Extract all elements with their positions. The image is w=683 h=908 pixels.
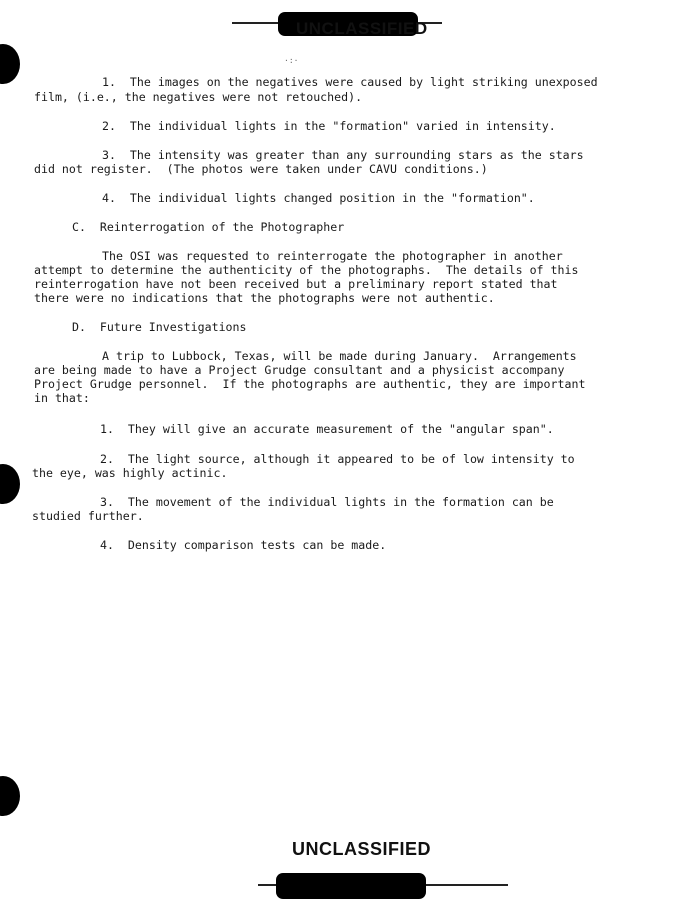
text-line: The OSI was requested to reinterrogate the photographer in another xyxy=(102,249,563,263)
text-line: did not register. (The photos were taken under CAVU conditions.) xyxy=(34,162,488,176)
section-heading: C. Reinterrogation of the Photographer xyxy=(72,220,345,234)
text-line: 2. The light source, although it appeared to be of low intensity to xyxy=(100,452,575,466)
punch-hole-top xyxy=(0,44,20,84)
speck-mark: ·:· xyxy=(284,56,299,65)
punch-hole-bottom xyxy=(0,776,20,816)
text-line: 4. Density comparison tests can be made. xyxy=(100,538,387,552)
text-line: 1. They will give an accurate measurement of the "angular span". xyxy=(100,422,554,436)
text-line: attempt to determine the authenticity of the photographs. The details of this xyxy=(34,263,579,277)
footer-redaction xyxy=(276,873,426,899)
punch-hole-middle xyxy=(0,464,20,504)
text-line: film, (i.e., the negatives were not retouched). xyxy=(34,90,363,104)
section-heading: D. Future Investigations xyxy=(72,320,247,334)
text-line: reinterrogation have not been received but a preliminary report stated that xyxy=(34,277,558,291)
text-line: there were no indications that the photographs were not authentic. xyxy=(34,291,495,305)
text-line: in that: xyxy=(34,391,90,405)
text-line: 3. The intensity was greater than any surrounding stars as the stars xyxy=(102,148,584,162)
footer-classification-stamp: UNCLASSIFIED xyxy=(292,839,432,859)
text-line: 4. The individual lights changed position in the "formation". xyxy=(102,191,535,205)
text-line: 3. The movement of the individual lights in the formation can be xyxy=(100,495,554,509)
text-line: A trip to Lubbock, Texas, will be made during January. Arrangements xyxy=(102,349,577,363)
text-line: Project Grudge personnel. If the photographs are authentic, they are important xyxy=(34,377,586,391)
text-line: are being made to have a Project Grudge consultant and a physicist accompany xyxy=(34,363,565,377)
text-line: 2. The individual lights in the "formation" varied in intensity. xyxy=(102,119,556,133)
text-line: the eye, was highly actinic. xyxy=(32,466,228,480)
header-classification-stamp: UNCLASSIFIED xyxy=(296,19,428,38)
text-line: 1. The images on the negatives were caused by light striking unexposed xyxy=(102,75,598,89)
text-line: studied further. xyxy=(32,509,144,523)
